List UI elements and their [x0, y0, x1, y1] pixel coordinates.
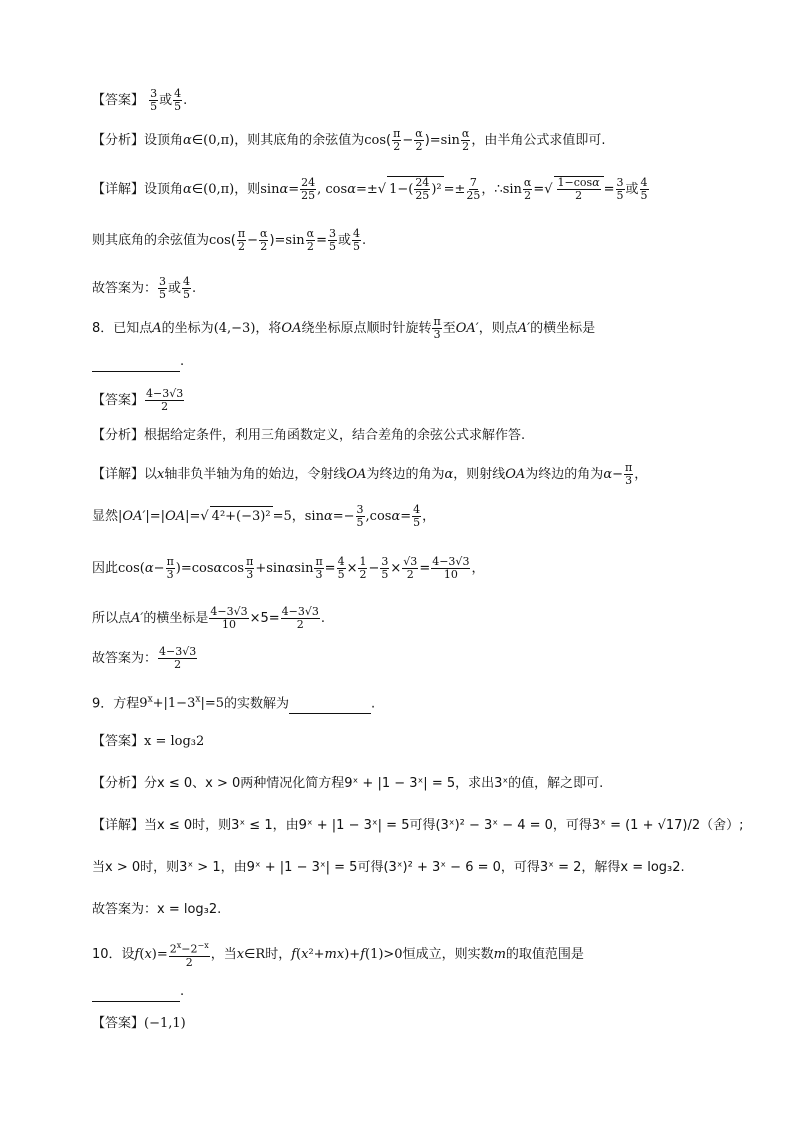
q9-detail-line-1: [92, 816, 744, 836]
q9-answer-line: [92, 732, 204, 752]
answer-tag: 【答案】: [92, 393, 145, 408]
q7-detail-line-2: 则其底角的余弦值为cos( $\frac{\pi}{2}$ − $\frac{\alpha}{2}$ )=sin $\frac{\alpha}{2}$ = $\frac{3}{5}$ 或 $\frac{4}{5}$ .: [92, 227, 367, 253]
q10-stem-line: 10．设f(x)= $\frac{2^x-2^{-x}}{2}$ ，当x∈R时，f(x²+mx)+f(1)>0恒成立，则实数m的取值范围是: [92, 941, 584, 969]
q10-answer-line: [92, 1014, 186, 1034]
q9-analysis-line: [92, 774, 603, 794]
q9-answer: x = log₃2: [144, 734, 205, 749]
detail-tag: 【详解】: [92, 467, 145, 482]
q9-analysis: 分x ≤ 0、x > 0两种情况化简方程9ˣ + |1 − 3ˣ| = 5，求出3ˣ的值，解之即可.: [144, 776, 604, 791]
q7-final-line: 故答案为： $\frac{3}{5}$ 或 $\frac{4}{5}$ .: [92, 275, 197, 301]
q8-analysis-line: [92, 426, 525, 446]
answer-tag: 【答案】: [92, 1016, 145, 1031]
q8-answer-line: 【答案】 $\frac{4-3√3}{2}$: [92, 387, 184, 413]
q10-answer: (−1,1): [144, 1016, 186, 1031]
q7-detail-line-1: 【详解】设顶角α∈(0,π)，则sinα= $\frac{24}{25}$ , cosα=±√ 1−( $\frac{24}{25}$ )² =± $\frac{7}{25}$ ，∴sin $\frac{\alpha}{2}$ =√ $\frac{1-\cos\alpha}{2}$ = $\frac{3}{5}$ 或 $\frac{4}{5}$: [92, 176, 648, 202]
q8-analysis: 根据给定条件，利用三角函数定义，结合差角的余弦公式求解作答.: [144, 428, 526, 443]
answer-blank: [92, 987, 180, 1002]
analysis-tag: 【分析】: [92, 133, 145, 148]
q8-detail-line-3: 因此cos(α− $\frac{\pi}{3}$ )=cosαcos $\frac{\pi}{3}$ +sinαsin $\frac{\pi}{3}$ = $\frac{4}{5}$ × $\frac{1}{2}$ − $\frac{3}{5}$ × $\frac{√3}{2}$ = $\frac{4-3√3}{10}$ ，: [92, 555, 485, 581]
q7-answer-line: 【答案】 $\frac{3}{5}$ 或 $\frac{4}{5}$ .: [92, 87, 188, 113]
q8-blank-line: .: [92, 352, 184, 372]
q7-analysis-line: 【分析】设顶角α∈(0,π)，则其底角的余弦值为cos( $\frac{\pi}{2}$ − $\frac{\alpha}{2}$ )=sin $\frac{\alpha}{2}$ ，由半角公式求值即可.: [92, 127, 606, 153]
answer-blank: [92, 357, 180, 372]
answer-tag: 【答案】: [92, 93, 145, 108]
q8-final-line: 故答案为： $\frac{4-3√3}{2}$: [92, 645, 197, 671]
q9-final-line: [92, 900, 221, 920]
q8-detail-line-4: 所以点A′的横坐标是 $\frac{4-3√3}{10}$ ×5= $\frac{4-3√3}{2}$ .: [92, 605, 326, 631]
q8-detail-line-2: 显然|OA′|=|OA|=√ 4²+(−3)² =5，sinα=− $\frac{3}{5}$ ,cosα= $\frac{4}{5}$ ，: [92, 503, 436, 529]
q9-final: 故答案为：x = log₃2.: [92, 902, 222, 917]
analysis-tag: 【分析】: [92, 428, 145, 443]
q8-stem-line: 8．已知点A的坐标为(4,−3)，将OA绕坐标原点顺时针旋转 $\frac{\pi}{3}$ 至OA′，则点A′的横坐标是: [92, 315, 596, 341]
q9-detail-line-2: [92, 858, 685, 878]
answer-blank: [289, 699, 371, 714]
detail-tag: 【详解】: [92, 818, 145, 833]
analysis-tag: 【分析】: [92, 776, 145, 791]
q10-blank-line: .: [92, 982, 184, 1002]
q9-detail-1: 当x ≤ 0时，则3ˣ ≤ 1，由9ˣ + |1 − 3ˣ| = 5可得(3ˣ)² − 3ˣ − 4 = 0，可得3ˣ = (1 + √17)/2（舍）;: [144, 818, 744, 833]
q8-detail-line-1: 【详解】以x轴非负半轴为角的始边，令射线OA为终边的角为α，则射线OA为终边的角为α− $\frac{\pi}{3}$ ，: [92, 461, 648, 487]
answer-tag: 【答案】: [92, 734, 145, 749]
detail-tag: 【详解】: [92, 182, 145, 197]
q9-stem-line: 9．方程$9^x+|1-3^x|=5$的实数解为 .: [92, 690, 375, 714]
q9-detail-2: 当x > 0时，则3ˣ > 1，由9ˣ + |1 − 3ˣ| = 5可得(3ˣ)² + 3ˣ − 6 = 0，可得3ˣ = 2，解得x = log₃2.: [92, 860, 685, 875]
